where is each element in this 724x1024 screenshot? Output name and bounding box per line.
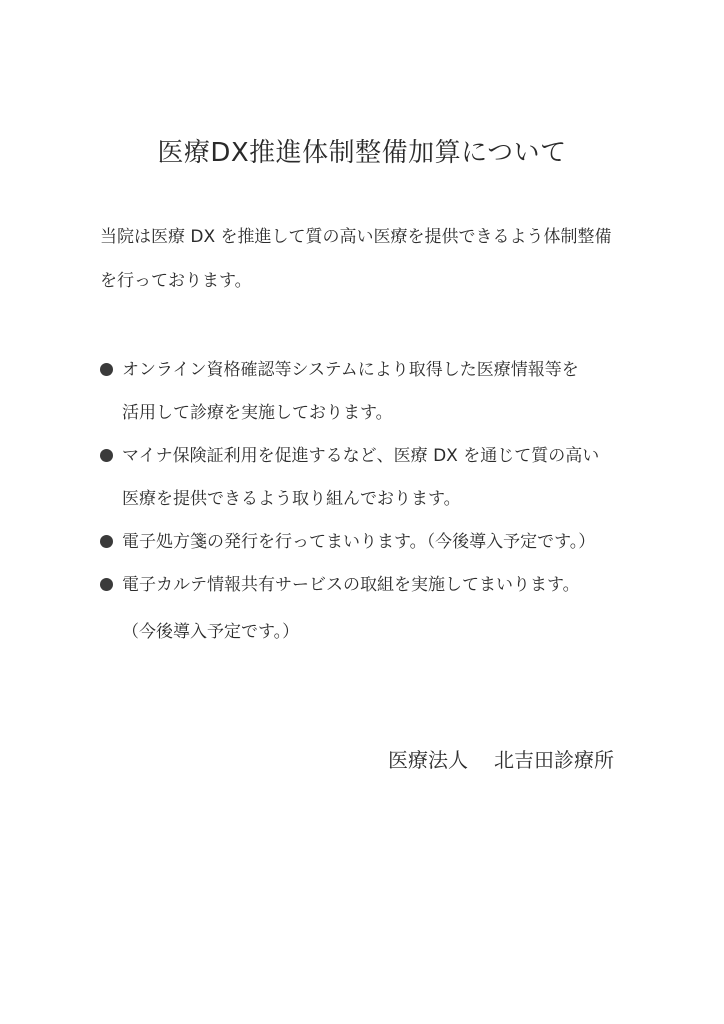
bullet-item-1 [100,355,579,380]
bullet-dot-icon [100,578,113,591]
bullet-item-1-continuation: 活用して診療を実施しております。 [122,403,393,423]
bullet-item-4-text: 電子カルテ情報共有サービスの取組を実施してまいります。 [122,575,580,595]
bullet-item-1-text: オンライン資格確認等システムにより取得した医療情報等を [122,360,579,380]
bullet-dot-icon [100,363,113,376]
bullet-item-3 [100,527,595,552]
bullet-item-2-continuation: 医療を提供できるよう取り組んでおります。 [122,489,461,509]
bullet-item-4 [100,570,580,595]
bullet-item-3-text: 電子処方箋の発行を行ってまいります。（今後導入予定です。） [122,532,596,552]
intro-text-line-2: を行っております。 [100,271,252,291]
bullet-item-2-text: マイナ保険証利用を促進するなど、医療 DX を通じて質の高い [122,446,600,466]
signature-org: 医療法人 [388,748,468,772]
bullet-dot-icon [100,449,113,462]
bullet-item-4-continuation: （今後導入予定です。） [122,622,300,642]
bullet-item-2 [100,441,599,466]
signature-name: 北吉田診療所 [494,748,614,772]
signature [388,744,614,773]
page-title: 医療DX推進体制整備加算について [157,138,567,168]
intro-text-line-1: 当院は医療 DX を推進して質の高い医療を提供できるよう体制整備 [100,227,612,247]
bullet-dot-icon [100,535,113,548]
